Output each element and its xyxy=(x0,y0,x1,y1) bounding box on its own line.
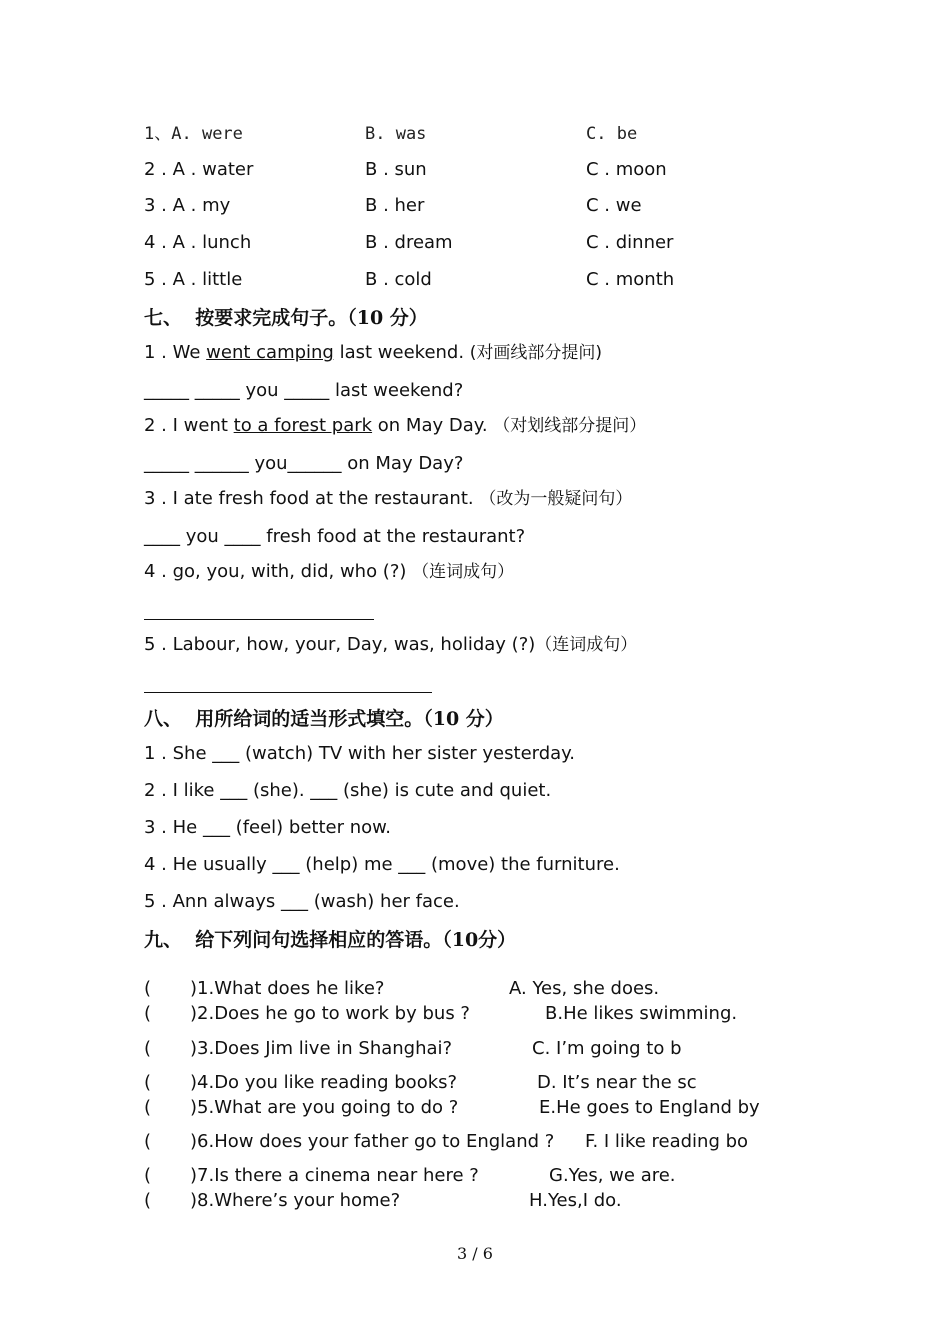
section8-item-5: 5 . Ann always ___ (wash) her face. xyxy=(144,891,460,912)
row3-option-b: B . her xyxy=(365,195,425,216)
answer-bracket[interactable]: ( xyxy=(144,1165,152,1186)
section8-item-2: 2 . I like ___ (she). ___ (she) is cute and quiet. xyxy=(144,780,552,801)
row2-option-b: B . sun xyxy=(365,159,427,180)
question-8: )8.Where’s your home? xyxy=(190,1190,401,1211)
answer-option-c: C. I’m going to b xyxy=(532,1038,682,1059)
section7-q1-answer-line[interactable]: _____ _____ you _____ last weekend? xyxy=(144,380,464,401)
section8-item-1: 1 . She ___ (watch) TV with her sister yesterday. xyxy=(144,743,575,764)
question-4: )4.Do you like reading books? xyxy=(190,1072,458,1093)
question-6: )6.How does your father go to England ? xyxy=(190,1131,555,1152)
q1-underlined: went camping xyxy=(206,342,334,363)
row1-option-c: C. be xyxy=(586,124,638,144)
row5-option-a: 5 . A . little xyxy=(144,269,243,290)
q2-underlined: to a forest park xyxy=(233,415,373,436)
row2-option-c: C . moon xyxy=(586,159,667,180)
section7-q2: 2 . I went to a forest park on May Day. （对划线部分提问） xyxy=(144,415,647,436)
answer-option-g: G.Yes, we are. xyxy=(549,1165,676,1186)
section8-title: 八、 用所给词的适当形式填空。（10 分） xyxy=(144,708,504,730)
answer-bracket[interactable]: ( xyxy=(144,1003,152,1024)
section7-q5-answer-blank[interactable] xyxy=(144,692,432,693)
answer-option-e: E.He goes to England by xyxy=(539,1097,760,1118)
answer-option-h: H.Yes,I do. xyxy=(529,1190,622,1211)
page-number: 3 / 6 xyxy=(457,1244,493,1263)
section8-item-4: 4 . He usually ___ (help) me ___ (move) the furniture. xyxy=(144,854,620,875)
answer-bracket[interactable]: ( xyxy=(144,1190,152,1211)
row5-option-b: B . cold xyxy=(365,269,432,290)
row2-option-a: 2 . A . water xyxy=(144,159,254,180)
row4-option-b: B . dream xyxy=(365,232,453,253)
row5-option-c: C . month xyxy=(586,269,675,290)
question-2: )2.Does he go to work by bus ? xyxy=(190,1003,470,1024)
section7-title: 七、 按要求完成句子。（10 分） xyxy=(144,307,428,329)
section7-q2-answer-line[interactable]: _____ ______ you______ on May Day? xyxy=(144,453,464,474)
row1-option-b: B. was xyxy=(365,124,427,144)
section7-q5: 5 . Labour, how, your, Day, was, holiday (?)（连词成句） xyxy=(144,634,638,655)
section8-item-3: 3 . He ___ (feel) better now. xyxy=(144,817,391,838)
section7-q4: 4 . go, you, with, did, who (?) （连词成句） xyxy=(144,561,515,582)
answer-option-a: A. Yes, she does. xyxy=(509,978,660,999)
row3-option-c: C . we xyxy=(586,195,642,216)
row1-option-a: 1、A. were xyxy=(144,124,243,144)
row4-option-c: C . dinner xyxy=(586,232,674,253)
answer-option-f: F. I like reading bo xyxy=(585,1131,749,1152)
answer-option-b: B.He likes swimming. xyxy=(545,1003,738,1024)
answer-bracket[interactable]: ( xyxy=(144,1131,152,1152)
question-5: )5.What are you going to do ? xyxy=(190,1097,459,1118)
question-7: )7.Is there a cinema near here ? xyxy=(190,1165,479,1186)
section9-title: 九、 给下列问句选择相应的答语。（10分） xyxy=(144,929,517,951)
answer-bracket[interactable]: ( xyxy=(144,978,152,999)
section7-q3: 3 . I ate fresh food at the restaurant. （改为一般疑问句） xyxy=(144,488,633,509)
row4-option-a: 4 . A . lunch xyxy=(144,232,252,253)
answer-bracket[interactable]: ( xyxy=(144,1097,152,1118)
section7-q3-answer-line[interactable]: ____ you ____ fresh food at the restaurant? xyxy=(144,526,526,547)
section7-q1: 1 . We went camping last weekend. (对画线部分提问) xyxy=(144,342,603,363)
section7-q4-answer-blank[interactable] xyxy=(144,619,374,620)
answer-bracket[interactable]: ( xyxy=(144,1072,152,1093)
question-3: )3.Does Jim live in Shanghai? xyxy=(190,1038,453,1059)
answer-option-d: D. It’s near the sc xyxy=(537,1072,697,1093)
row3-option-a: 3 . A . my xyxy=(144,195,231,216)
answer-bracket[interactable]: ( xyxy=(144,1038,152,1059)
question-1: )1.What does he like? xyxy=(190,978,385,999)
